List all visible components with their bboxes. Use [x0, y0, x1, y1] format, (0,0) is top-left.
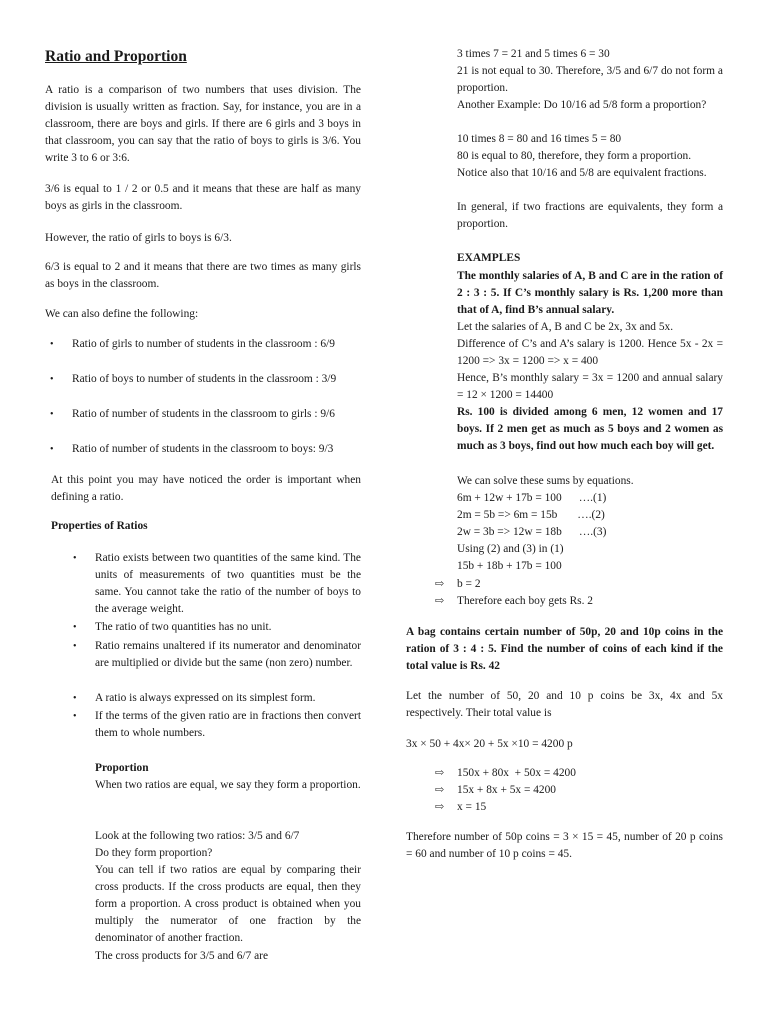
list-item-text: Ratio of girls to number of students in the classroom : 6/9: [72, 338, 335, 350]
cross-product-result-1: 3 times 7 = 21 and 5 times 6 = 30: [457, 48, 610, 60]
list-item: [73, 690, 361, 707]
example-3-step-1: Let the number of 50, 20 and 10 p coins be 3x, 4x and 5x respectively. Their total value is: [406, 690, 723, 719]
equation-2: 2m = 5b => 6m = 15b ….(2): [457, 509, 605, 521]
arrow-item-text: b = 2: [457, 578, 481, 590]
arrow-right-icon: ⇨: [435, 784, 445, 796]
list-item-text: Ratio remains unaltered if its numerator and denominator are multiplied or divide but the same (non zero) number.: [95, 640, 361, 669]
list-item: [435, 593, 723, 610]
order-paragraph: At this point you may have noticed the order is important when defining a ratio.: [51, 474, 361, 503]
example-1-step-3: Hence, B’s monthly salary = 3x = 1200 and annual salary = 12 × 1200 = 14400: [457, 372, 723, 401]
arrow-right-icon: ⇨: [435, 595, 445, 607]
equation-4: Using (2) and (3) in (1): [457, 543, 564, 555]
list-item: [73, 550, 361, 618]
example-3-question: A bag contains certain number of 50p, 20 and 10p coins in the ration of 3 : 4 : 5. Find the number of coins of each kind if the total value is Rs. 42: [406, 626, 723, 672]
define-paragraph: We can also define the following:: [45, 308, 199, 320]
bullet-icon: •: [73, 622, 77, 633]
examples-heading: EXAMPLES: [457, 252, 521, 264]
arrow-right-icon: ⇨: [435, 767, 445, 779]
list-item-text: A ratio is always expressed on its simplest form.: [95, 692, 316, 704]
half-paragraph: 3/6 is equal to 1 / 2 or 0.5 and it means that these are half as many boys as girls in the classroom.: [45, 183, 361, 212]
list-item-text: Ratio of number of students in the classroom to girls : 9/6: [72, 408, 335, 420]
cross-products-explanation: You can tell if two ratios are equal by comparing their cross products. If the cross products are equal, then they form a proportion. A cross product is obtained when you multiply the numerator of one fraction by the denominator of another fraction.: [95, 864, 361, 944]
question-text: Do they form proportion?: [95, 847, 213, 859]
bullet-icon: •: [50, 444, 54, 455]
general-rule-text: In general, if two fractions are equivalents, they form a proportion.: [457, 201, 723, 230]
list-item: [435, 782, 723, 799]
intro-paragraph: A ratio is a comparison of two numbers that uses division. The division is usually written as fraction. Say, for instance, you are in a classroom, there are boys and girls. If there are 6 girls and 3 boys in that classroom, you can say that the ratio of boys to girls is 3/6. You write 3 to 6 or 3:6.: [45, 84, 361, 164]
list-item-text: If the terms of the given ratio are in fractions then convert them to whole numbers.: [95, 710, 361, 739]
bullet-icon: •: [73, 553, 77, 564]
bullet-icon: •: [73, 711, 77, 722]
cross-product-result-2: 10 times 8 = 80 and 16 times 5 = 80: [457, 133, 622, 145]
list-item: [435, 576, 723, 593]
two-times-paragraph: 6/3 is equal to 2 and it means that there are two times as many girls as boys in the classroom.: [45, 261, 361, 290]
arrow-right-icon: ⇨: [435, 801, 445, 813]
arrow-right-icon: ⇨: [435, 578, 445, 590]
list-item: [73, 708, 361, 742]
example-1-step-2: Difference of C’s and A’s salary is 1200. Hence 5x - 2x = 1200 => 3x = 1200 => x = 400: [457, 338, 723, 367]
list-item: [50, 371, 360, 388]
list-item: [435, 765, 723, 782]
list-item-text: Ratio of number of students in the classroom to boys: 9/3: [72, 443, 334, 455]
bullet-icon: •: [50, 409, 54, 420]
equation-1: 6m + 12w + 17b = 100 ….(1): [457, 492, 607, 504]
not-proportion-text: 21 is not equal to 30. Therefore, 3/5 and 6/7 do not form a proportion.: [457, 65, 723, 94]
example-2-question: Rs. 100 is divided among 6 men, 12 women and 17 boys. If 2 men get as much as 5 boys and 2 women as much as 3 boys, find out how much each boy will get.: [457, 406, 723, 452]
list-item-text: The ratio of two quantities has no unit.: [95, 621, 272, 633]
arrow-item-text: 15x + 8x + 5x = 4200: [457, 784, 557, 796]
example-2-step-1: We can solve these sums by equations.: [457, 475, 634, 487]
arrow-item-text: Therefore each boy gets Rs. 2: [457, 595, 594, 607]
list-item-text: Ratio of boys to number of students in the classroom : 3/9: [72, 373, 337, 385]
example-1-step-1: Let the salaries of A, B and C be 2x, 3x and 5x.: [457, 321, 674, 333]
another-example-text: Another Example: Do 10/16 ad 5/8 form a proportion?: [457, 99, 707, 111]
bullet-icon: •: [50, 339, 54, 350]
equivalent-fractions-text: Notice also that 10/16 and 5/8 are equivalent fractions.: [457, 167, 707, 179]
list-item: [50, 441, 360, 458]
proportion-result-text: 80 is equal to 80, therefore, they form a proportion.: [457, 150, 692, 162]
page-title: Ratio and Proportion: [45, 48, 187, 65]
list-item-text: Ratio exists between two quantities of the same kind. The units of measurements of two quantities must be the same. You cannot take the ratio of the number of boys to the average weight.: [95, 552, 361, 615]
bullet-icon: •: [73, 693, 77, 704]
proportion-heading: Proportion: [95, 762, 149, 774]
list-item: [73, 619, 361, 636]
equation-5: 15b + 18b + 17b = 100: [457, 560, 562, 572]
arrow-item-text: x = 15: [457, 801, 487, 813]
equation-3: 2w = 3b => 12w = 18b ….(3): [457, 526, 607, 538]
list-item: [73, 638, 361, 672]
proportion-definition: When two ratios are equal, we say they form a proportion.: [95, 779, 361, 791]
list-item: [435, 799, 723, 816]
cross-products-intro: The cross products for 3/5 and 6/7 are: [95, 950, 269, 962]
list-item: [50, 406, 360, 423]
girls-boys-paragraph: However, the ratio of girls to boys is 6/3.: [45, 232, 232, 244]
properties-heading: Properties of Ratios: [51, 520, 148, 532]
example-3-equation: 3x × 50 + 4x× 20 + 5x ×10 = 4200 p: [406, 738, 573, 750]
list-item: [50, 336, 360, 353]
example-3-answer: Therefore number of 50p coins = 3 × 15 = 45, number of 20 p coins = 60 and number of 10 p coins = 45.: [406, 831, 723, 860]
bullet-icon: •: [50, 374, 54, 385]
two-ratios-text: Look at the following two ratios: 3/5 and 6/7: [95, 830, 300, 842]
example-1-question: The monthly salaries of A, B and C are in the ration of 2 : 3 : 5. If C’s monthly salary is Rs. 1,200 more than that of A, find B’s annual salary.: [457, 270, 723, 316]
arrow-item-text: 150x + 80x + 50x = 4200: [457, 767, 576, 779]
bullet-icon: •: [73, 641, 77, 652]
